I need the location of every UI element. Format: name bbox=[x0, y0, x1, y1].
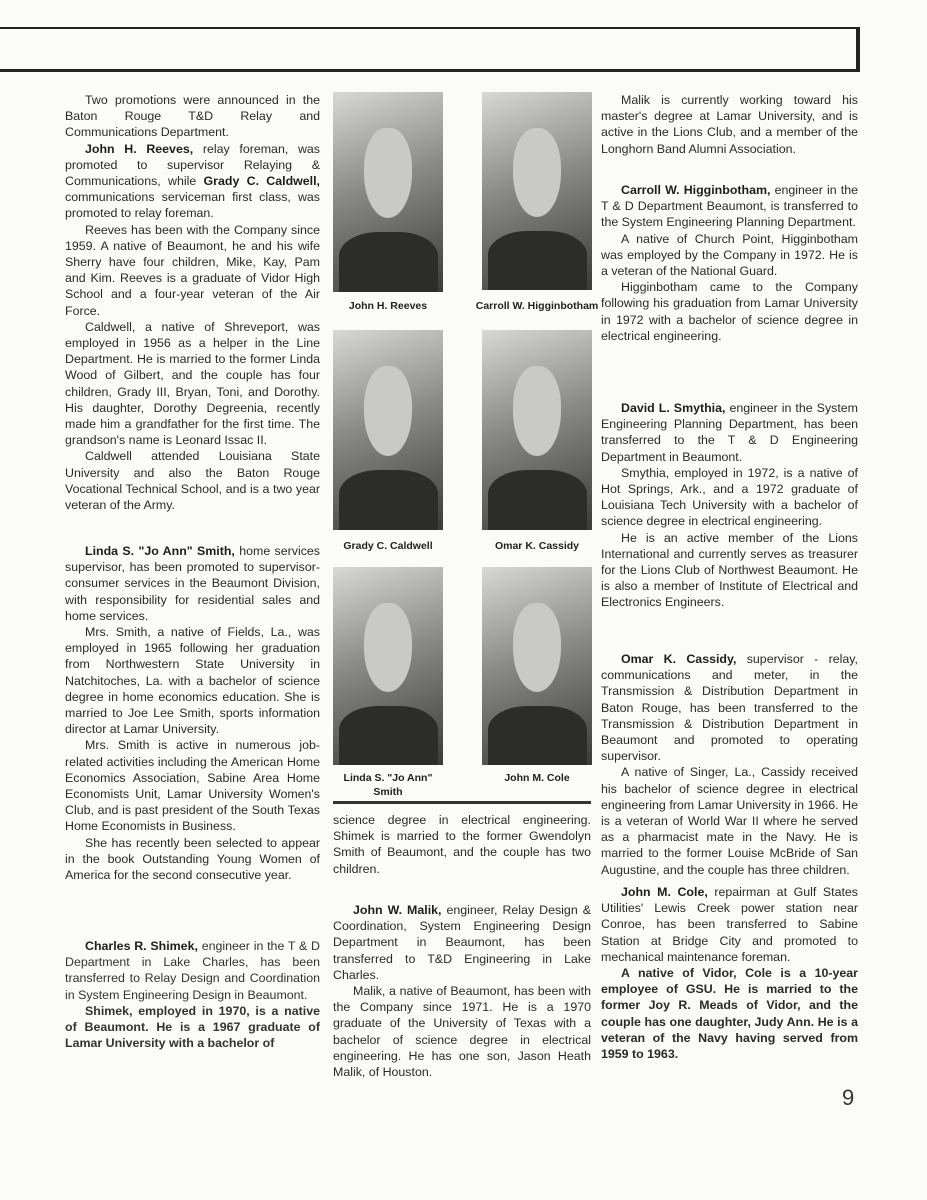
paragraph: He is an active member of the Lions International and currently serves as treasurer for the Lions Club of Northwest Beaumont. He is also a member of Institute of Electrical and Electronics Engineers. bbox=[601, 530, 858, 610]
paragraph: Higginbotham came to the Company following his graduation from Lamar University in 1972 with a bachelor of science degree in electrical engineering. bbox=[601, 280, 858, 343]
photo-grady-c-caldwell bbox=[333, 330, 443, 530]
story-shimek bbox=[65, 938, 320, 1051]
photo-john-m-cole bbox=[482, 567, 592, 765]
paragraph: Shimek, employed in 1970, is a native of Beaumont. He is a 1967 graduate of Lamar University with a bachelor of bbox=[65, 1003, 320, 1051]
photo-omar-k-cassidy bbox=[482, 330, 592, 530]
photo-carroll-w-higginbotham bbox=[482, 92, 592, 290]
paragraph: Caldwell attended Louisiana State University and also the Baton Rouge Vocational Technical School, and is a two year veteran of the Army. bbox=[65, 449, 320, 513]
paragraph: engineer, Relay Design & Coordination, System Engineering Design Department in Beaumont, has been transferred to T&D Engineering in Lake Charles. bbox=[333, 903, 591, 982]
paragraph: engineer in the T & D Department Beaumont, is transferred to the System Engineering Planning Department. bbox=[601, 183, 859, 230]
paragraph: Malik is currently working toward his master's degree at Lamar University, and is active in the Lions Club, and a member of the Longhorn Band Alumni Association. bbox=[601, 93, 858, 156]
photo-caption: John H. Reeves bbox=[348, 300, 428, 312]
story-shimek-continued bbox=[333, 812, 591, 877]
photo-caption: Linda S. "Jo Ann" Smith bbox=[343, 772, 433, 798]
story-cassidy bbox=[601, 651, 858, 878]
paragraph: Mrs. Smith, a native of Fields, La., was employed in 1965 following her graduation from Northwestern State University in Natchitoches, La. with a bachelor of science degree in home economics education. She is married to Joe Lee Smith, sports information director at Lamar University. bbox=[65, 625, 320, 737]
header-box bbox=[0, 27, 860, 72]
paragraph: Reeves has been with the Company since 1959. A native of Beaumont, he and his wife Sherry have four children, Mike, Kay, Pam and Kim. Reeves is a graduate of Vidor High School and a four-year veteran of the Air Force. bbox=[65, 222, 320, 318]
photo-caption: Omar K. Cassidy bbox=[494, 540, 580, 552]
paragraph: A native of Church Point, Higginbotham was employed by the Company in 1972. He is a veteran of the National Guard. bbox=[601, 231, 858, 279]
person-name: Charles R. Shimek, bbox=[85, 939, 198, 953]
person-name: Omar K. Cassidy, bbox=[621, 652, 737, 666]
photo-john-h-reeves bbox=[333, 92, 443, 292]
paragraph: A native of Vidor, Cole is a 10-year employee of GSU. He is married to the former Joy R. Meads of Vidor, and the couple has one daughter, Judy Ann. He is a veteran of the Navy having served from 1959 to 1963. bbox=[601, 966, 858, 1062]
photo-caption: Carroll W. Higginbotham bbox=[475, 300, 599, 312]
photo-linda-s-smith bbox=[333, 567, 443, 765]
photo-caption: Grady C. Caldwell bbox=[343, 540, 433, 552]
page-number: 9 bbox=[842, 1085, 855, 1110]
story-malik-continued bbox=[601, 92, 858, 157]
paragraph: A native of Singer, La., Cassidy received his bachelor of science degree in electrical engineering from Lamar University in 1966. He is a veteran of World War II where he served as a pharmacist mate in the Navy. He is married to the former Louise McBride of San Augustine, and the couple has three children. bbox=[601, 765, 858, 877]
story-malik bbox=[333, 902, 591, 1080]
paragraph: science degree in electrical engineering. Shimek is married to the former Gwendolyn Smith of Beaumont, and the couple has two children. bbox=[333, 813, 591, 876]
person-name: Linda S. "Jo Ann" Smith, bbox=[85, 544, 235, 558]
person-name: John M. Cole, bbox=[621, 885, 708, 899]
paragraph: relay foreman, was promoted to supervisor Relaying & Communications, while bbox=[65, 141, 320, 189]
story-smythia bbox=[601, 400, 858, 611]
person-name: John W. Malik, bbox=[353, 903, 442, 917]
person-name: Grady C. Caldwell, bbox=[203, 174, 321, 189]
person-name: John H. Reeves, bbox=[85, 141, 194, 156]
divider-rule bbox=[333, 801, 591, 804]
person-name: Carroll W. Higginbotham, bbox=[621, 183, 771, 197]
paragraph: engineer in the System Engineering Planning Department, has been transferred to the T & D Engineering Department in Beaumont. bbox=[601, 401, 858, 464]
paragraph: supervisor - relay, communications and meter, in the Transmission & Distribution Department in Baton Rouge, has been transferred to the Transmission & Distribution Department in Beaumont and promoted to operating supervisor. bbox=[601, 652, 858, 764]
story-higginbotham bbox=[601, 182, 858, 344]
paragraph: engineer in the T & D Department in Lake Charles, has been transferred to Relay Design and Coordination in System Engineering Design in Beaumont. bbox=[65, 939, 320, 1002]
photo-caption: John M. Cole bbox=[504, 772, 570, 784]
paragraph: home services supervisor, has been promoted to supervisor-consumer services in the Beaumont Division, with responsibility for residential sales and home services. bbox=[65, 544, 320, 623]
story-cole bbox=[601, 884, 858, 1062]
story-reeves-caldwell bbox=[65, 92, 320, 513]
story-smith bbox=[65, 543, 320, 883]
paragraph: She has recently been selected to appear in the book Outstanding Young Women of America for the second consecutive year. bbox=[65, 835, 320, 883]
paragraph: Mrs. Smith is active in numerous job-related activities including the American Home Economics Association, Sabine Area Home Economists Unit, Lamar University Women's Club, and is past president of the South Texas Home Economists in Business. bbox=[65, 738, 320, 834]
paragraph: Malik, a native of Beaumont, has been with the Company since 1971. He is a 1970 graduate of the University of Texas with a bachelor of science degree in electrical engineering. He has one son, Jason Heath Malik, of Houston. bbox=[333, 984, 591, 1080]
paragraph: Smythia, employed in 1972, is a native of Hot Springs, Ark., and a 1972 graduate of Louisiana Tech University with a bachelor of science degree in electrical engineering. bbox=[601, 465, 858, 529]
paragraph: communications serviceman first class, was promoted to relay foreman. bbox=[65, 190, 320, 221]
paragraph: repairman at Gulf States Utilities' Lewis Creek power station near Conroe, has been transferred to Sabine Station at Bridge City and promoted to mechanical maintenance foreman. bbox=[601, 885, 858, 964]
paragraph: Two promotions were announced in the Baton Rouge T&D Relay and Communications Department. bbox=[65, 93, 320, 140]
paragraph: Caldwell, a native of Shreveport, was employed in 1956 as a helper in the Line Department. He is married to the former Linda Wood of Gilbert, and the couple has four children, Grady III, Bryan, Toni, and Dorothy. His daughter, Dorothy Degreenia, recently made him a grandfather for the first time. The grandson's name is Leonard Issac II. bbox=[65, 319, 320, 448]
person-name: David L. Smythia, bbox=[621, 401, 726, 415]
